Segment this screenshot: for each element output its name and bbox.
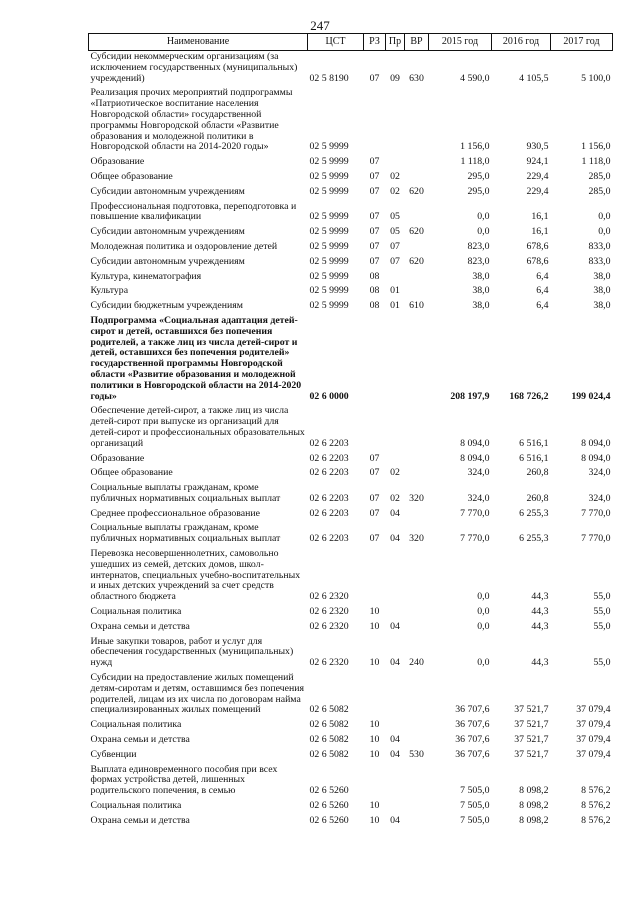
row-rz	[364, 315, 386, 405]
row-value-2017: 833,0	[588, 255, 611, 267]
row-rz: 10	[369, 734, 380, 746]
row-vr	[405, 405, 429, 452]
row-value-2016: 44,3	[531, 657, 549, 669]
row-value-2017: 285,0	[588, 170, 611, 182]
row-value-2016: 8 098,2	[519, 785, 549, 797]
row-rz	[364, 87, 386, 156]
table-row	[89, 508, 613, 523]
row-pr	[386, 719, 405, 734]
table-row	[89, 800, 613, 815]
row-name: Перевозка несовершеннолетних, самовольно ушедших из семей, детских домов, школ-интернатов, специальных учебно-воспитательных и иных детских учреждений за счет средств областного бюджета	[90, 548, 301, 603]
row-value-2016: 16,1	[531, 211, 549, 223]
row-pr: 04	[390, 620, 400, 632]
row-value-2017: 0,0	[598, 211, 611, 223]
row-name: Субсидии некоммерческим организациям (за исключением государственных (муниципальных) учреждений)	[90, 51, 298, 84]
row-pr: 05	[390, 226, 400, 238]
row-vr	[405, 87, 429, 156]
row-value-2015: 0,0	[477, 606, 490, 618]
row-pr	[386, 315, 405, 405]
row-name: Профессиональная подготовка, переподготовка и повышение квалификации	[90, 200, 297, 223]
table-row	[89, 226, 613, 241]
table-row	[89, 186, 613, 201]
row-cst: 02 6 2320	[309, 620, 349, 632]
row-rz: 10	[369, 657, 380, 669]
row-value-2017: 5 100,0	[581, 72, 611, 84]
row-value-2017: 7 770,0	[581, 533, 611, 545]
row-value-2015: 324,0	[467, 492, 490, 504]
row-cst: 02 5 8190	[309, 72, 349, 84]
table-row	[89, 300, 613, 315]
row-value-2015: 0,0	[477, 620, 490, 632]
row-cst: 02 6 2203	[309, 533, 349, 545]
row-value-2016: 37 521,7	[514, 704, 549, 716]
row-cst: 02 6 2203	[309, 452, 349, 464]
row-value-2016: 37 521,7	[514, 748, 549, 760]
row-rz	[364, 548, 386, 606]
row-pr: 04	[390, 657, 400, 669]
row-cst: 02 6 2203	[309, 492, 349, 504]
row-cst: 02 6 2203	[309, 507, 349, 519]
row-pr	[386, 672, 405, 719]
row-value-2016: 229,4	[526, 170, 549, 182]
row-value-2017: 0,0	[598, 226, 611, 238]
row-value-2017: 285,0	[588, 185, 611, 197]
row-value-2017: 37 079,4	[576, 734, 611, 746]
row-name: Охрана семьи и детства	[90, 814, 190, 826]
row-vr	[405, 271, 429, 286]
row-pr: 07	[390, 240, 400, 252]
row-vr: 630	[409, 72, 424, 84]
row-value-2017: 55,0	[593, 606, 611, 618]
header-rz: РЗ	[364, 34, 386, 51]
row-cst: 02 6 2203	[309, 437, 349, 449]
row-pr: 04	[390, 533, 400, 545]
row-pr: 04	[390, 748, 400, 760]
row-name: Общее образование	[90, 467, 173, 479]
row-cst: 02 6 2320	[309, 591, 349, 603]
row-cst: 02 6 2203	[309, 467, 349, 479]
row-value-2015: 8 094,0	[460, 452, 490, 464]
row-value-2016: 37 521,7	[514, 734, 549, 746]
row-cst: 02 5 9999	[309, 156, 349, 168]
row-rz: 07	[369, 211, 380, 223]
row-cst: 02 6 5082	[309, 719, 349, 731]
table-row	[89, 672, 613, 719]
row-value-2017: 8 576,2	[581, 814, 611, 826]
row-value-2015: 7 770,0	[460, 507, 490, 519]
row-rz: 10	[369, 814, 380, 826]
row-rz: 10	[369, 620, 380, 632]
row-value-2017: 55,0	[593, 620, 611, 632]
row-vr	[405, 285, 429, 300]
table-row	[89, 271, 613, 286]
row-pr	[386, 800, 405, 815]
table-body	[89, 51, 613, 830]
row-value-2015: 1 156,0	[460, 141, 490, 153]
row-cst: 02 6 5082	[309, 734, 349, 746]
row-value-2015: 823,0	[467, 255, 490, 267]
row-value-2017: 1 118,0	[581, 156, 611, 168]
row-value-2016: 44,3	[531, 620, 549, 632]
row-vr	[405, 508, 429, 523]
row-rz: 07	[369, 72, 380, 84]
table-row	[89, 171, 613, 186]
row-vr	[405, 315, 429, 405]
row-vr: 530	[409, 748, 424, 760]
table-row	[89, 764, 613, 800]
table-row	[89, 51, 613, 88]
row-cst: 02 5 9999	[309, 300, 349, 312]
row-vr	[405, 171, 429, 186]
row-value-2017: 8 576,2	[581, 785, 611, 797]
row-value-2016: 6 516,1	[519, 437, 549, 449]
row-value-2015: 208 197,9	[450, 390, 490, 402]
row-vr: 620	[409, 255, 424, 267]
row-value-2017: 324,0	[588, 467, 611, 479]
table-row	[89, 606, 613, 621]
table-row	[89, 749, 613, 764]
row-name: Социальная политика	[90, 606, 182, 618]
row-name: Социальная политика	[90, 800, 182, 812]
row-pr	[386, 156, 405, 171]
row-pr	[386, 405, 405, 452]
row-cst: 02 5 9999	[309, 255, 349, 267]
row-value-2017: 38,0	[593, 285, 611, 297]
row-rz: 08	[369, 300, 380, 312]
row-value-2015: 823,0	[467, 240, 490, 252]
row-value-2015: 7 505,0	[460, 814, 490, 826]
row-value-2016: 260,8	[526, 467, 549, 479]
row-pr: 02	[390, 492, 400, 504]
row-vr: 320	[409, 492, 424, 504]
row-value-2015: 38,0	[472, 270, 490, 282]
row-cst: 02 6 5260	[309, 800, 349, 812]
header-2016: 2016 год	[492, 34, 551, 51]
header-cst: ЦСТ	[308, 34, 364, 51]
table-row	[89, 156, 613, 171]
row-rz: 08	[369, 285, 380, 297]
row-value-2016: 924,1	[526, 156, 549, 168]
row-value-2016: 260,8	[526, 492, 549, 504]
row-value-2015: 38,0	[472, 300, 490, 312]
row-vr	[405, 621, 429, 636]
row-name: Общее образование	[90, 170, 173, 182]
row-value-2015: 4 590,0	[460, 72, 490, 84]
row-value-2015: 324,0	[467, 467, 490, 479]
row-name: Подпрограмма «Социальная адаптация детей-сирот и детей, оставшихся без попечения родителей, а также лиц из числа детей-сирот и детей, оставшихся без попечения родителей» государственной программы Новгородской области «Развитие образования и молодежной политики в Новгородской области на 2014-2020 годы»	[90, 314, 302, 402]
row-value-2016: 44,3	[531, 591, 549, 603]
table-row	[89, 315, 613, 405]
row-rz: 07	[369, 255, 380, 267]
row-rz	[364, 672, 386, 719]
row-rz	[364, 764, 386, 800]
row-name: Субсидии бюджетным учреждениям	[90, 300, 243, 312]
table-row	[89, 548, 613, 606]
row-value-2017: 199 024,4	[571, 390, 611, 402]
row-name: Социальные выплаты гражданам, кроме публичных нормативных социальных выплат	[90, 482, 281, 504]
row-rz: 07	[369, 492, 380, 504]
table-row	[89, 734, 613, 749]
budget-table	[88, 33, 613, 830]
row-pr: 01	[390, 300, 400, 312]
row-value-2015: 7 770,0	[460, 533, 490, 545]
row-vr	[405, 467, 429, 482]
row-pr: 09	[390, 72, 400, 84]
row-rz: 10	[369, 719, 380, 731]
row-name: Образование	[90, 452, 145, 464]
row-pr	[386, 606, 405, 621]
row-value-2017: 55,0	[593, 591, 611, 603]
row-name: Выплата единовременного пособия при всех формах устройства детей, лишенных родительского попечения, в семью	[90, 763, 278, 797]
row-cst: 02 5 9999	[309, 285, 349, 297]
row-pr	[386, 87, 405, 156]
row-value-2017: 37 079,4	[576, 719, 611, 731]
row-value-2015: 295,0	[467, 170, 490, 182]
row-name: Молодежная политика и оздоровление детей	[90, 240, 278, 252]
row-cst: 02 6 5260	[309, 785, 349, 797]
row-cst: 02 5 9999	[309, 141, 349, 153]
table-row	[89, 256, 613, 271]
row-value-2016: 6,4	[536, 300, 549, 312]
row-vr	[405, 719, 429, 734]
row-rz: 07	[369, 170, 380, 182]
row-vr	[405, 800, 429, 815]
row-name: Реализация прочих мероприятий подпрограммы «Патриотическое воспитание населения Новгородской области» государственной программы Новгородской области «Развитие образования и молодежной политики в Новгородской области на 2014-2020 годы»	[90, 87, 293, 153]
row-value-2015: 36 707,6	[455, 734, 490, 746]
row-rz: 08	[369, 270, 380, 282]
row-name: Культура, кинематография	[90, 270, 202, 282]
row-value-2015: 0,0	[477, 657, 490, 669]
table-row	[89, 405, 613, 452]
row-cst: 02 5 9999	[309, 240, 349, 252]
row-name: Социальные выплаты гражданам, кроме публичных нормативных социальных выплат	[90, 522, 281, 545]
row-vr	[405, 815, 429, 830]
row-cst: 02 5 9999	[309, 226, 349, 238]
row-vr: 240	[409, 657, 424, 669]
row-value-2017: 37 079,4	[576, 748, 611, 760]
row-value-2016: 168 726,2	[509, 390, 549, 402]
row-pr: 02	[390, 170, 400, 182]
row-rz: 07	[369, 452, 380, 464]
row-rz: 07	[369, 226, 380, 238]
row-cst: 02 6 5082	[309, 748, 349, 760]
row-value-2016: 37 521,7	[514, 719, 549, 731]
row-vr	[405, 156, 429, 171]
row-value-2017: 38,0	[593, 300, 611, 312]
row-vr	[405, 672, 429, 719]
row-value-2017: 8 576,2	[581, 800, 611, 812]
row-value-2015: 7 505,0	[460, 800, 490, 812]
table-row	[89, 815, 613, 830]
row-name: Образование	[90, 156, 145, 168]
row-rz: 10	[369, 606, 380, 618]
row-value-2015: 1 118,0	[460, 156, 490, 168]
row-rz: 07	[369, 185, 380, 197]
row-pr: 01	[390, 285, 400, 297]
row-rz: 07	[369, 467, 380, 479]
row-name: Иные закупки товаров, работ и услуг для обеспечения государственных (муниципальных) нужд	[90, 635, 294, 669]
row-value-2015: 8 094,0	[460, 437, 490, 449]
row-name: Субсидии автономным учреждениям	[90, 226, 245, 238]
row-vr	[405, 734, 429, 749]
row-rz: 07	[369, 240, 380, 252]
row-pr	[386, 548, 405, 606]
row-pr: 04	[390, 507, 400, 519]
table-row	[89, 87, 613, 156]
row-value-2017: 8 094,0	[581, 437, 611, 449]
row-value-2016: 16,1	[531, 226, 549, 238]
row-vr	[405, 453, 429, 468]
row-pr	[386, 764, 405, 800]
table-row	[89, 467, 613, 482]
table-row	[89, 621, 613, 636]
row-value-2016: 8 098,2	[519, 814, 549, 826]
row-name: Социальная политика	[90, 719, 182, 731]
table-row	[89, 482, 613, 508]
row-vr: 620	[409, 185, 424, 197]
row-cst: 02 5 9999	[309, 170, 349, 182]
row-name: Субсидии автономным учреждениям	[90, 185, 245, 197]
header-2015: 2015 год	[429, 34, 492, 51]
row-pr	[386, 453, 405, 468]
row-value-2015: 0,0	[477, 591, 490, 603]
header-pr: Пр	[386, 34, 405, 51]
table-header-row	[89, 34, 613, 51]
row-value-2017: 7 770,0	[581, 507, 611, 519]
row-cst: 02 6 0000	[309, 390, 349, 402]
row-vr	[405, 201, 429, 227]
row-rz: 07	[369, 156, 380, 168]
row-rz	[364, 405, 386, 452]
row-value-2017: 37 079,4	[576, 704, 611, 716]
row-vr	[405, 606, 429, 621]
row-value-2016: 6 255,3	[519, 507, 549, 519]
row-value-2016: 229,4	[526, 185, 549, 197]
row-cst: 02 6 5082	[309, 704, 349, 716]
row-vr: 620	[409, 226, 424, 238]
row-vr	[405, 241, 429, 256]
row-cst: 02 5 9999	[309, 270, 349, 282]
page-number: 247	[310, 18, 330, 33]
row-name: Охрана семьи и детства	[90, 734, 190, 746]
row-name: Субсидии на предоставление жилых помещений детям-сиротам и детям, оставшимся без попечения родителей, лицам из их числа по договорам найма специализированных жилых помещений	[90, 672, 304, 716]
row-value-2015: 36 707,6	[455, 704, 490, 716]
row-value-2016: 44,3	[531, 606, 549, 618]
row-value-2017: 8 094,0	[581, 452, 611, 464]
row-value-2016: 6,4	[536, 270, 549, 282]
row-value-2016: 6 255,3	[519, 533, 549, 545]
row-vr: 610	[409, 300, 424, 312]
table-row	[89, 285, 613, 300]
row-pr	[386, 271, 405, 286]
row-rz: 10	[369, 748, 380, 760]
row-value-2016: 6,4	[536, 285, 549, 297]
row-value-2017: 55,0	[593, 657, 611, 669]
row-value-2016: 8 098,2	[519, 800, 549, 812]
row-value-2015: 295,0	[467, 185, 490, 197]
table-row	[89, 522, 613, 548]
row-pr: 02	[390, 467, 400, 479]
row-value-2015: 36 707,6	[455, 719, 490, 731]
table-row	[89, 241, 613, 256]
row-name: Обеспечение детей-сирот, а также лиц из числа детей-сирот при выпуске из организаций для детей-сирот и профессиональных образовательных организаций	[90, 405, 305, 449]
row-value-2015: 36 707,6	[455, 748, 490, 760]
row-value-2017: 833,0	[588, 240, 611, 252]
table-row	[89, 636, 613, 672]
row-cst: 02 5 9999	[309, 185, 349, 197]
row-pr: 02	[390, 185, 400, 197]
row-rz: 10	[369, 800, 380, 812]
row-value-2015: 7 505,0	[460, 785, 490, 797]
row-pr: 05	[390, 211, 400, 223]
row-value-2016: 678,6	[526, 240, 549, 252]
row-value-2016: 6 516,1	[519, 452, 549, 464]
row-vr: 320	[409, 533, 424, 545]
row-value-2015: 0,0	[477, 226, 490, 238]
header-2017: 2017 год	[551, 34, 613, 51]
row-name: Среднее профессиональное образование	[90, 507, 260, 519]
header-name: Наименование	[89, 34, 308, 51]
row-name: Культура	[90, 285, 129, 297]
row-cst: 02 6 2320	[309, 606, 349, 618]
row-vr	[405, 764, 429, 800]
row-value-2016: 4 105,5	[519, 72, 549, 84]
row-value-2017: 324,0	[588, 492, 611, 504]
row-value-2015: 38,0	[472, 285, 490, 297]
header-vr: ВР	[405, 34, 429, 51]
row-name: Субвенции	[90, 748, 137, 760]
row-rz: 07	[369, 533, 380, 545]
row-value-2017: 1 156,0	[581, 141, 611, 153]
table-row	[89, 719, 613, 734]
row-value-2017: 38,0	[593, 270, 611, 282]
row-value-2015: 0,0	[477, 211, 490, 223]
row-vr	[405, 548, 429, 606]
row-name: Субсидии автономным учреждениям	[90, 255, 245, 267]
row-value-2016: 930,5	[526, 141, 549, 153]
row-name: Охрана семьи и детства	[90, 620, 190, 632]
table-row	[89, 201, 613, 227]
row-cst: 02 6 5260	[309, 814, 349, 826]
row-rz: 07	[369, 507, 380, 519]
table-row	[89, 453, 613, 468]
row-pr: 04	[390, 734, 400, 746]
row-value-2016: 678,6	[526, 255, 549, 267]
row-cst: 02 5 9999	[309, 211, 349, 223]
row-cst: 02 6 2320	[309, 657, 349, 669]
row-pr: 04	[390, 814, 400, 826]
row-pr: 07	[390, 255, 400, 267]
